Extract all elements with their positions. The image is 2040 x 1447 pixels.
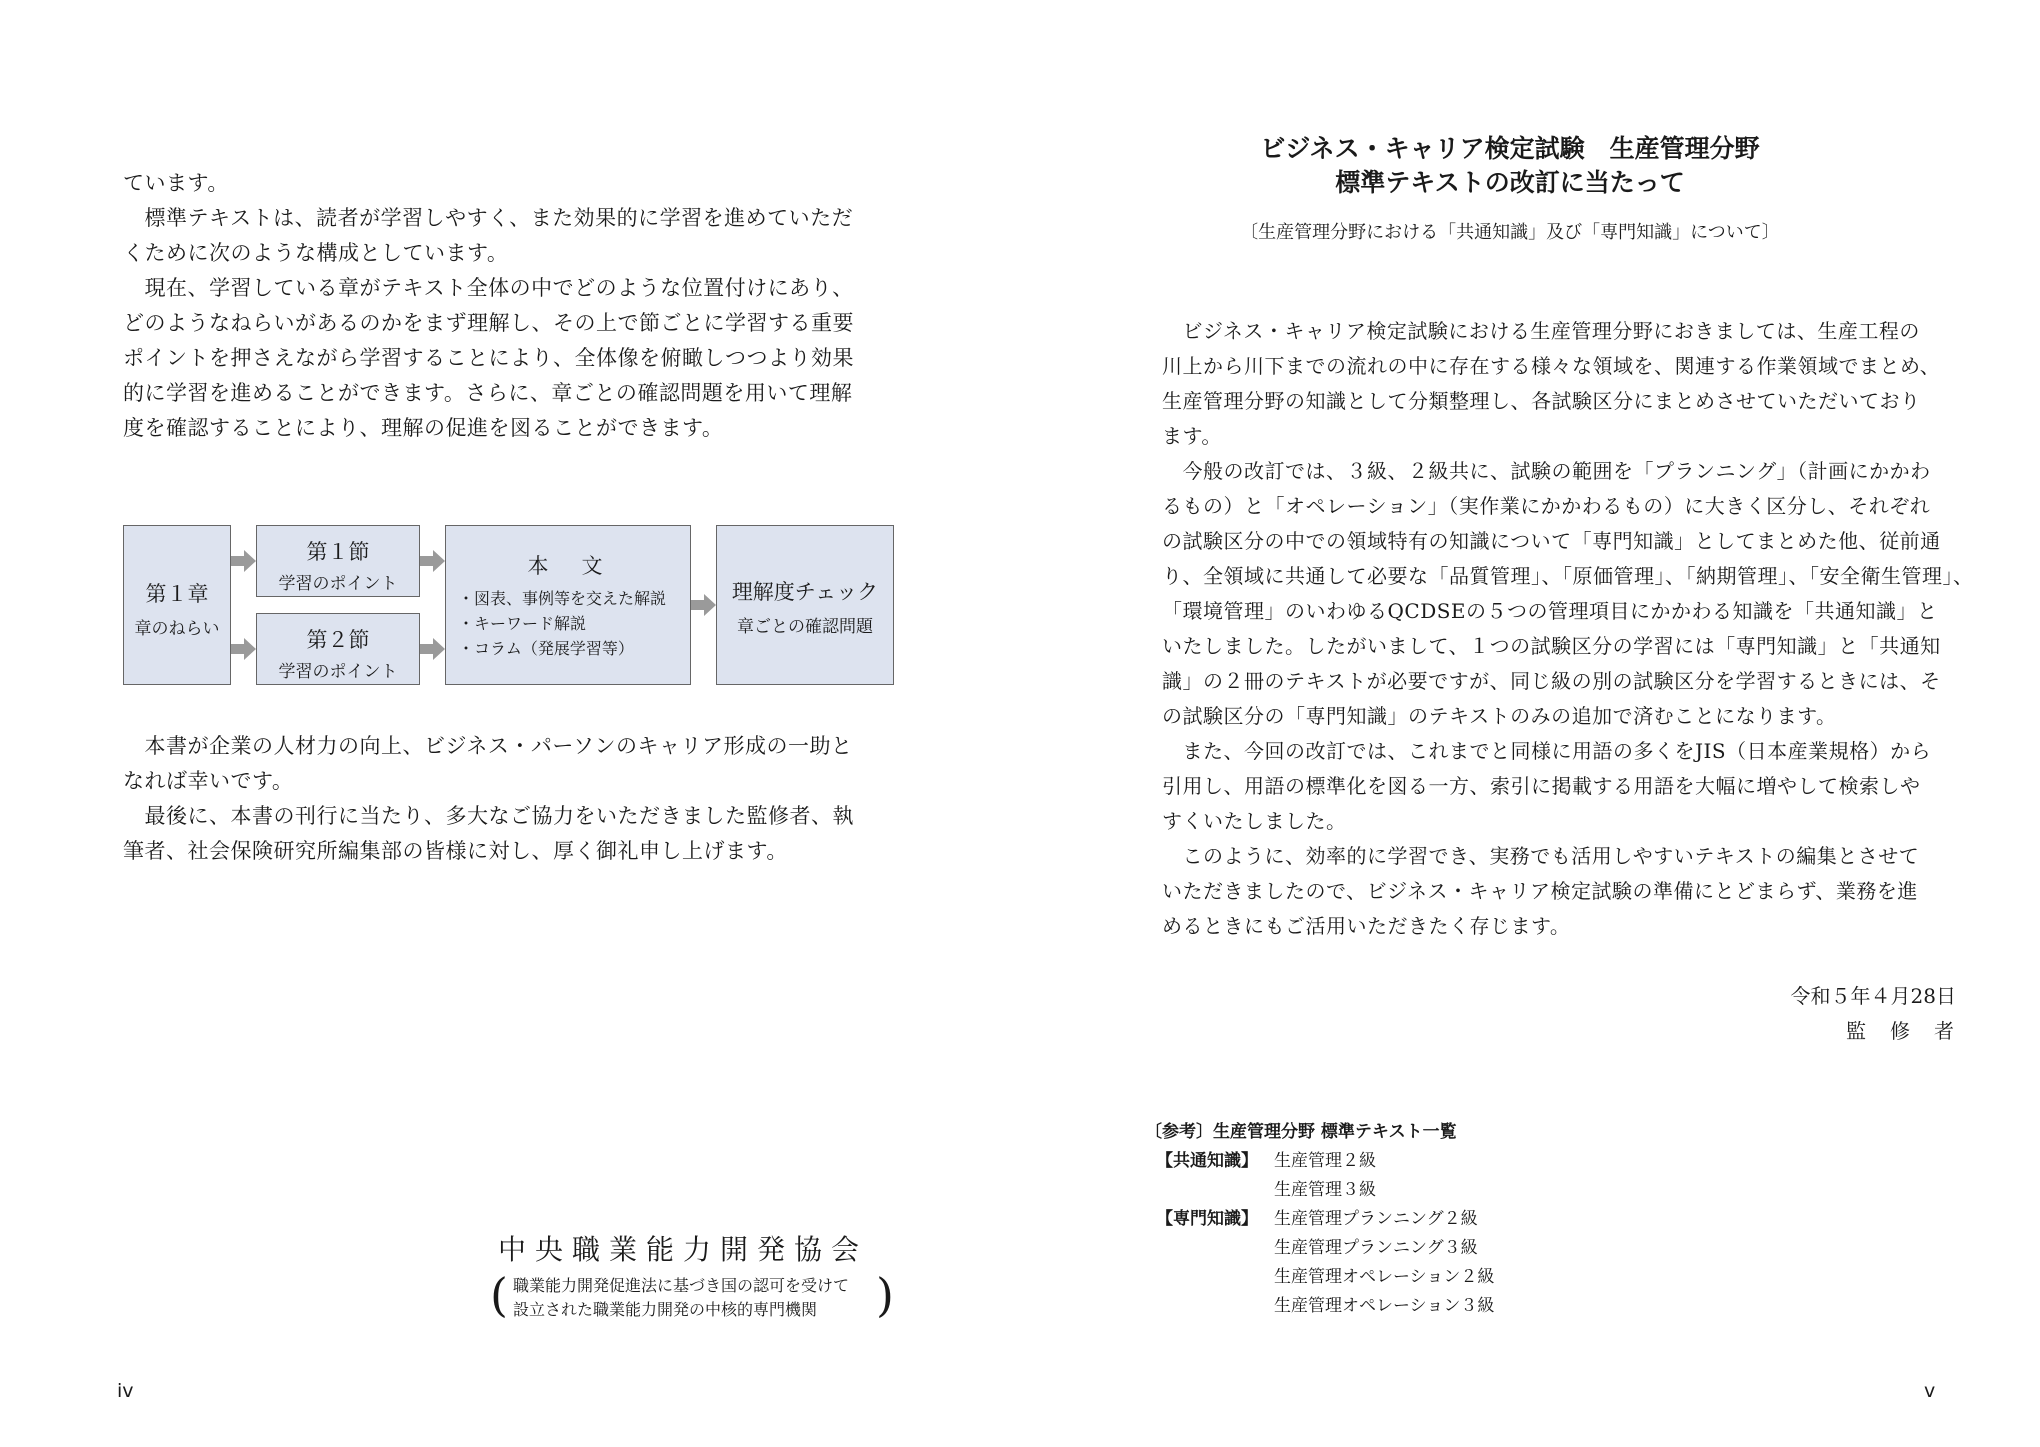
- section2-sub: 学習のポイント: [278, 662, 398, 682]
- check-title: 理解度チェック: [731, 580, 879, 604]
- bullet-item: ・コラム（発展学習等）: [458, 639, 634, 658]
- text-line: 「環境管理」のいわゆるQCDSEの５つの管理項目にかかわる知識を「共通知識」と: [1162, 599, 1938, 623]
- text-line: り、全領域に共通して必要な「品質管理」、「原価管理」、「納期管理」、「安全衛生管理」、: [1162, 564, 1974, 588]
- left-closing-text: [123, 729, 854, 869]
- check-sub: 章ごとの確認問題: [737, 617, 873, 637]
- bullet-item: ・図表、事例等を交えた解説: [458, 589, 667, 608]
- title-line: ビジネス・キャリア検定試験 生産管理分野: [1260, 134, 1760, 163]
- text-line: るもの）と「オペレーション」（実作業にかかわるもの）に大きく区分し、それぞれ: [1162, 494, 1931, 518]
- reference-row: [1156, 1233, 1478, 1258]
- reference-row: [1156, 1262, 1494, 1287]
- diagram-section2-box: [256, 613, 420, 685]
- reference-item: 生産管理オペレーション３級: [1274, 1296, 1495, 1316]
- arrow-right-icon: [691, 594, 716, 616]
- text-line: いただきましたので、ビジネス・キャリア検定試験の準備にとどまらず、業務を進: [1162, 879, 1918, 903]
- text-line: 識」の２冊のテキストが必要ですが、同じ級の別の試験区分を学習するときには、そ: [1162, 669, 1941, 693]
- page-subtitle: 〔生産管理分野における「共通知識」及び「専門知識」について〕: [1240, 222, 1780, 243]
- bullet-item: ・キーワード解説: [458, 614, 587, 633]
- arrow-right-icon: [420, 638, 445, 660]
- left-intro-text: [123, 166, 854, 446]
- reference-label: 【共通知識】: [1156, 1151, 1258, 1171]
- text-line: 現在、学習している章がテキスト全体の中でどのような位置付けにあり、: [123, 276, 854, 300]
- body-title: 本 文: [527, 554, 609, 578]
- text-line: ビジネス・キャリア検定試験における生産管理分野におきましては、生産工程の: [1162, 319, 1920, 343]
- text-line: すくいたしました。: [1162, 809, 1347, 833]
- reference-item: 生産管理プランニング２級: [1274, 1209, 1478, 1229]
- text-line: 筆者、社会保険研究所編集部の皆様に対し、厚く御礼申し上げます。: [123, 839, 788, 863]
- section1-title: 第１節: [306, 540, 370, 564]
- text-line: めるときにもご活用いただきたく存じます。: [1162, 914, 1571, 938]
- reference-row: [1156, 1204, 1478, 1229]
- date: 令和５年４月28日: [1790, 984, 1956, 1008]
- text-line: 最後に、本書の刊行に当たり、多大なご協力をいただきました監修者、執: [123, 804, 854, 828]
- right-body-text: [1162, 314, 1974, 944]
- text-line: くために次のような構成としています。: [123, 241, 509, 265]
- text-line: 度を確認することにより、理解の促進を図ることができます。: [123, 416, 724, 440]
- text-line: 的に学習を進めることができます。さらに、章ごとの確認問題を用いて理解: [123, 381, 853, 405]
- arrow-right-icon: [231, 550, 256, 572]
- page-title: [1020, 132, 1880, 200]
- diagram-chapter-box: [123, 525, 231, 685]
- reference-label: 【専門知識】: [1156, 1209, 1258, 1229]
- text-line: の試験区分の「専門知識」のテキストのみの追加で済むことになります。: [1162, 704, 1837, 728]
- right-page: [1020, 0, 2040, 1447]
- text-line: の試験区分の中での領域特有の知識について「専門知識」としてまとめた他、従前通: [1162, 529, 1941, 553]
- text-line: 生産管理分野の知識として分類整理し、各試験区分にまとめさせていただいており: [1162, 389, 1921, 413]
- text-line: いたしました。したがいまして、１つの試験区分の学習には「専門知識」と「共通知: [1162, 634, 1941, 658]
- paren-open-icon: (: [490, 1268, 508, 1322]
- diagram-body-box: [445, 525, 691, 685]
- body-bullets: [446, 586, 690, 661]
- page-number-left: iv: [117, 1380, 134, 1402]
- text-line: このように、効率的に学習でき、実務でも活用しやすいテキストの編集とさせて: [1162, 844, 1920, 868]
- paren-close-icon: ): [876, 1268, 894, 1322]
- page-number-right: v: [1924, 1380, 1936, 1402]
- reference-item: 生産管理３級: [1274, 1180, 1376, 1200]
- text-line: ます。: [1162, 424, 1222, 448]
- reference-item: 生産管理２級: [1274, 1151, 1376, 1171]
- org-desc-line: 職業能力開発促進法に基づき国の認可を受けて: [513, 1276, 850, 1295]
- arrow-right-icon: [420, 550, 445, 572]
- text-line: 川上から川下までの流れの中に存在する様々な領域を、関連する作業領域でまとめ、: [1162, 354, 1941, 378]
- reference-row: [1156, 1175, 1376, 1200]
- org-name: 中央職業能力開発協会: [498, 1233, 869, 1266]
- chapter-sub: 章のねらい: [134, 619, 220, 639]
- diagram-check-box: [716, 525, 894, 685]
- diagram-section1-box: [256, 525, 420, 597]
- title-line: 標準テキストの改訂に当たって: [1335, 168, 1685, 197]
- text-line: ポイントを押さえながら学習することにより、全体像を俯瞰しつつより効果: [123, 346, 854, 370]
- reference-item: 生産管理オペレーション２級: [1274, 1267, 1495, 1287]
- text-line: なれば幸いです。: [123, 769, 294, 793]
- text-line: 引用し、用語の標準化を図る一方、索引に掲載する用語を大幅に増やして検索しや: [1162, 774, 1921, 798]
- section2-title: 第２節: [306, 628, 370, 652]
- text-line: 今般の改訂では、３級、２級共に、試験の範囲を「プランニング」（計画にかかわ: [1162, 459, 1931, 483]
- reference-row: [1156, 1291, 1494, 1316]
- text-line: どのようなねらいがあるのかをまず理解し、その上で節ごとに学習する重要: [123, 311, 854, 335]
- text-line: 標準テキストは、読者が学習しやすく、また効果的に学習を進めていただ: [123, 206, 854, 230]
- reference-item: 生産管理プランニング３級: [1274, 1238, 1478, 1258]
- text-line: また、今回の改訂では、これまでと同様に用語の多くをJIS（日本産業規格）から: [1162, 739, 1932, 763]
- text-line: ています。: [123, 171, 229, 195]
- signature: 監 修 者: [1846, 1019, 1956, 1043]
- section1-sub: 学習のポイント: [278, 574, 398, 594]
- org-desc-line: 設立された職業能力開発の中核的専門機関: [513, 1300, 818, 1319]
- chapter-title: 第１章: [145, 582, 209, 606]
- arrow-right-icon: [231, 638, 256, 660]
- reference-row: [1156, 1146, 1376, 1171]
- reference-heading: 〔参考〕生産管理分野 標準テキスト一覧: [1145, 1122, 1457, 1142]
- text-line: 本書が企業の人材力の向上、ビジネス・パーソンのキャリア形成の一助と: [123, 734, 853, 758]
- org-description: [513, 1274, 849, 1322]
